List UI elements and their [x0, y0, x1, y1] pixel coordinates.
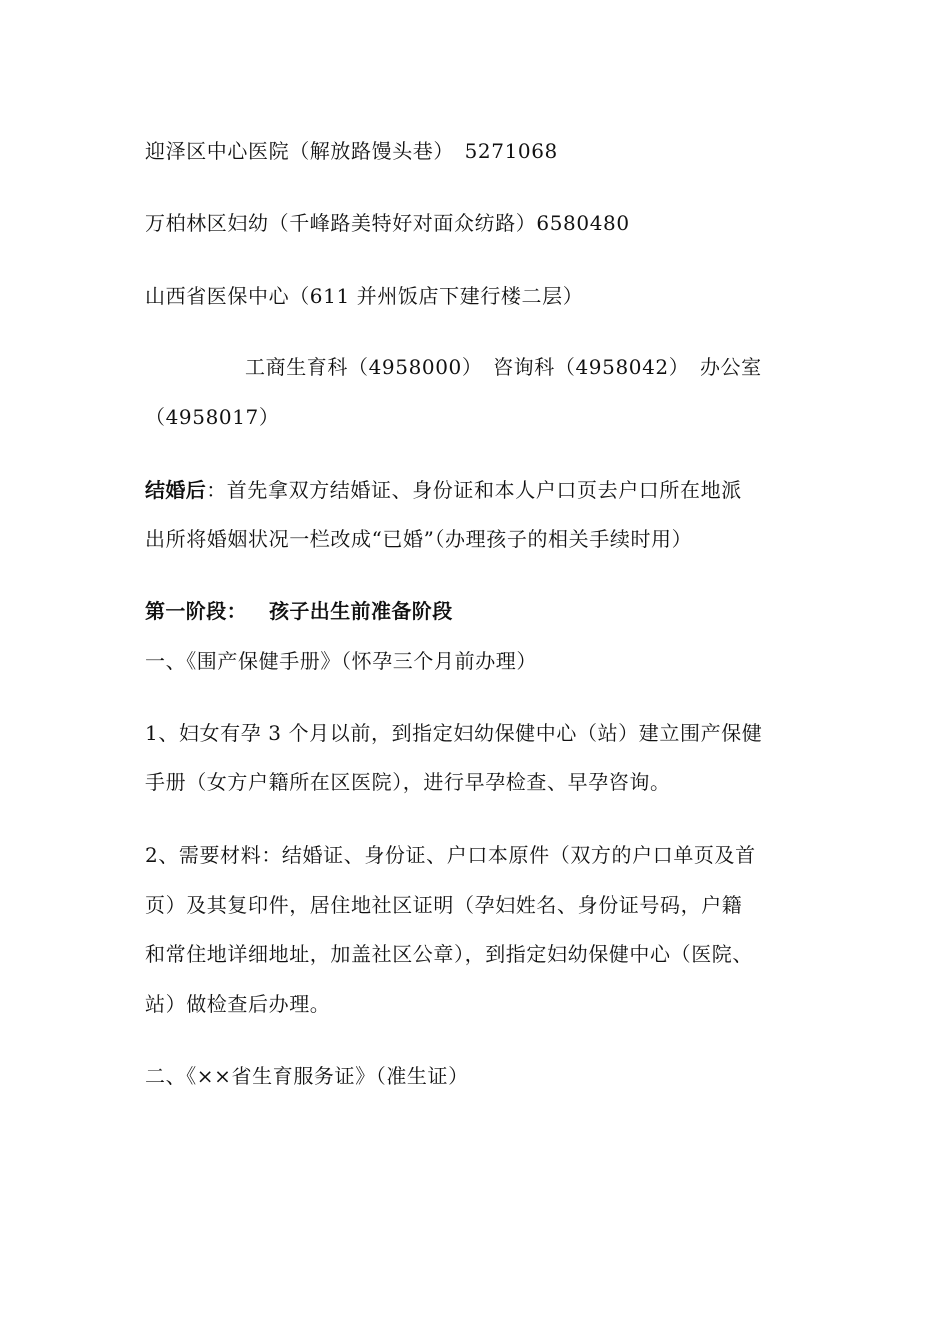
- paragraph-2-line-2: 页）及其复印件，居住地社区证明（孕妇姓名、身份证号码，户籍: [145, 893, 743, 917]
- after-marriage-label: 结婚后: [145, 478, 207, 502]
- section-1-heading: 一、《围产保健手册》（怀孕三个月前办理）: [145, 649, 537, 673]
- after-marriage-text-1: ：首先拿双方结婚证、身份证和本人户口页去户口所在地派: [206, 478, 742, 502]
- after-marriage-line-1: [145, 476, 742, 504]
- section-2-heading: 二、《××省生育服务证》（准生证）: [145, 1064, 469, 1088]
- after-marriage-line-2: 出所将婚姻状况一栏改成“已婚”（办理孩子的相关手续时用）: [145, 527, 693, 551]
- paragraph-2-line-4: 站）做检查后办理。: [145, 992, 331, 1016]
- stage-label: 第一阶段：: [145, 599, 247, 623]
- paragraph-1-line-1: 1、妇女有孕 3 个月以前，到指定妇幼保健中心（站）建立围产保健: [145, 721, 763, 745]
- paragraph-1-line-2: 手册（女方户籍所在区医院），进行早孕检查、早孕咨询。: [145, 770, 671, 794]
- contact-line-wanbailin-maternal: 万柏林区妇幼（千峰路美特好对面众纺路）6580480: [145, 211, 630, 235]
- stage-heading: [145, 597, 453, 625]
- contact-line-medical-insurance: 山西省医保中心（611 并州饭店下建行楼二层）: [145, 284, 584, 308]
- contact-line-departments: 工商生育科（4958000） 咨询科（4958042） 办公室: [245, 355, 762, 379]
- contact-line-yingze-hospital: 迎泽区中心医院（解放路馒头巷） 5271068: [145, 139, 558, 163]
- paragraph-2-line-1: 2、需要材料：结婚证、身份证、户口本原件（双方的户口单页及首: [145, 843, 756, 867]
- contact-line-office-number: （4958017）: [145, 405, 280, 429]
- paragraph-2-line-3: 和常住地详细地址，加盖社区公章），到指定妇幼保健中心（医院、: [145, 942, 753, 966]
- stage-title: 孩子出生前准备阶段: [269, 599, 453, 623]
